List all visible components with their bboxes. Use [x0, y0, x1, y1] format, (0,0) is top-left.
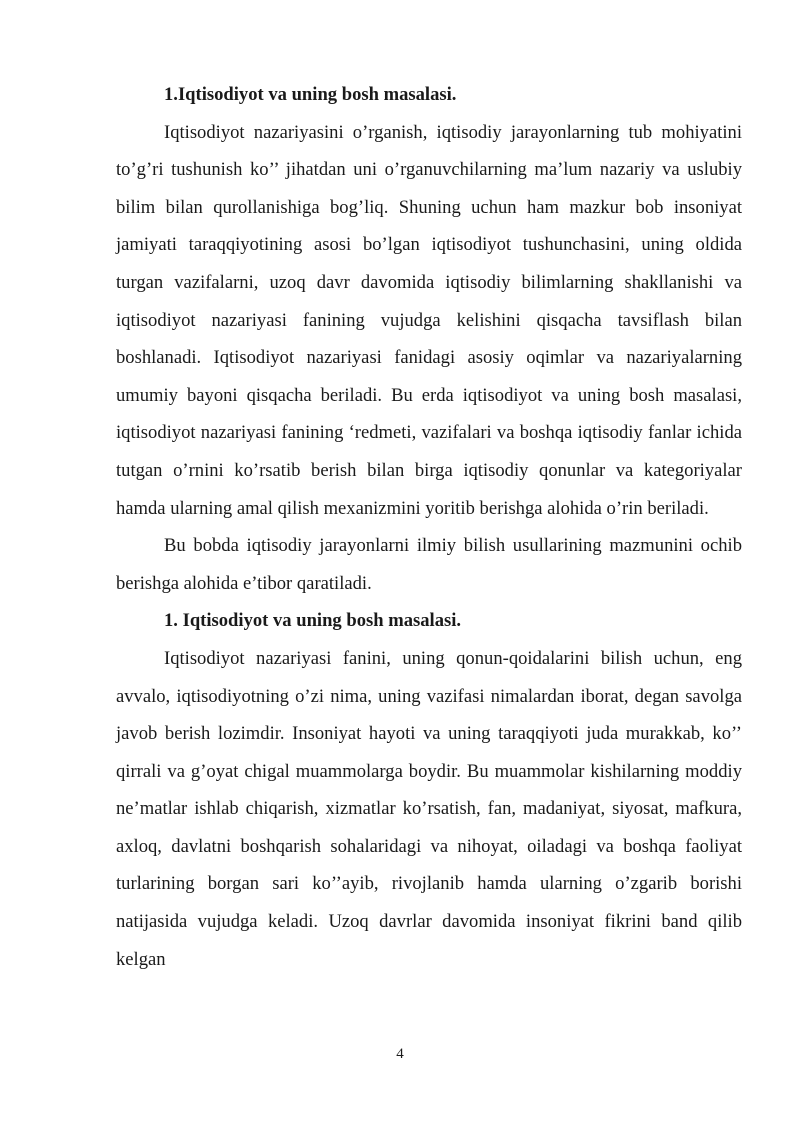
- page-content: [116, 76, 742, 978]
- body-paragraph: Iqtisodiyot nazariyasi fanini, uning qonun-qoidalarini bilish uchun, eng avvalo, iqtisodiyotning o’zi nima, uning vazifasi nimalardan iborat, degan savolga javob berish lozimdir. Insoniyat hayoti va uning taraqqiyoti juda murakkab, ko’’ qirrali va g’oyat chigal muammolarga boydir. Bu muammolar kishilarning moddiy ne’matlar ishlab chiqarish, xizmatlar ko’rsatish, fan, madaniyat, siyosat, mafkura, axloq, davlatni boshqarish sohalaridagi va nihoyat, oiladagi va boshqa faoliyat turlarining borgan sari ko’’ayib, rivojlanib hamda ularning o’zgarib borishi natijasida vujudga keladi. Uzoq davrlar davomida insoniyat fikrini band qilib kelgan: [116, 647, 742, 970]
- page-number: 4: [396, 1046, 404, 1062]
- section-heading: 1. Iqtisodiyot va uning bosh masalasi.: [164, 610, 462, 632]
- section-heading: 1.Iqtisodiyot va uning bosh masalasi.: [164, 84, 457, 105]
- body-paragraph: Bu bobda iqtisodiy jarayonlarni ilmiy bilish usullarining mazmunini ochib berishga alohida e’tibor qaratiladi.: [116, 535, 742, 594]
- body-paragraph: Iqtisodiyot nazariyasini o’rganish, iqtisodiy jarayonlarning tub mohiyatini to’g’ri tushunish ko’’ jihatdan uni o’rganuvchilarning ma’lum nazariy va uslubiy bilim bilan qurollanishiga bog’liq. Shuning uchun ham mazkur bob insoniyat jamiyati taraqqiyotining asosi bo’lgan iqtisodiyot tushunchasini, uning oldida turgan vazifalarni, uzoq davr davomida iqtisodiy bilimlarning shakllanishi va iqtisodiyot nazariyasi fanining vujudga kelishini qisqacha tavsiflash bilan boshlanadi. Iqtisodiyot nazariyasi fanidagi asosiy oqimlar va nazariyalarning umumiy bayoni qisqacha beriladi. Bu erda iqtisodiyot va uning bosh masalasi, iqtisodiyot nazariyasi fanining ‘redmeti, vazifalari va boshqa iqtisodiy fanlar ichida tutgan o’rnini ko’rsatib berish bilan birga iqtisodiy qonunlar va kategoriyalar hamda ularning amal qilish mexanizmini yoritib berishga alohida o’rin beriladi.: [116, 121, 742, 519]
